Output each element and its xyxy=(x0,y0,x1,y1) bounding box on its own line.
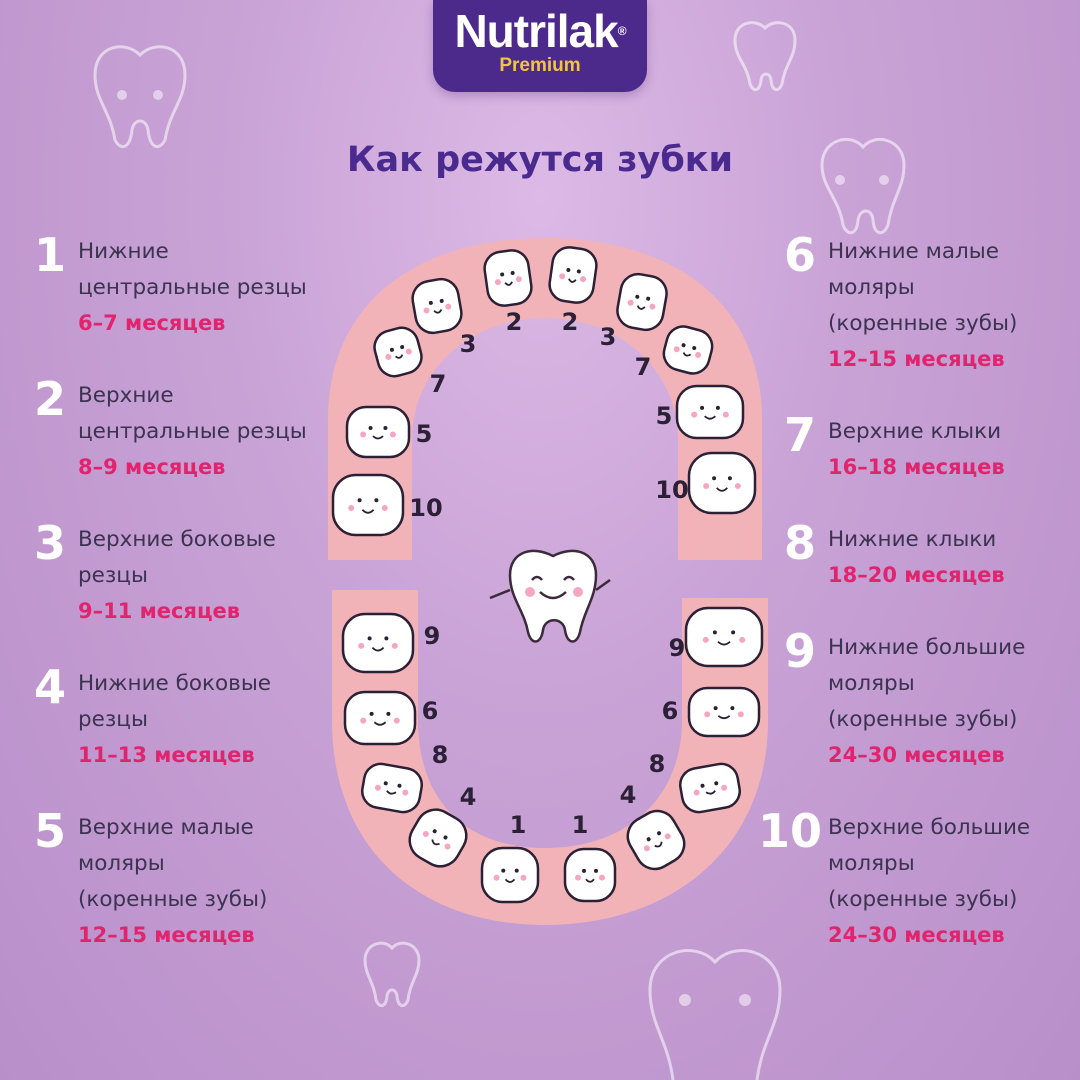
tooth-icon xyxy=(482,848,538,902)
entry-months: 6–7 месяцев xyxy=(78,311,226,335)
entry-months: 12–15 месяцев xyxy=(828,347,1005,371)
tooth-icon xyxy=(677,386,743,438)
tooth-number-label: 10 xyxy=(409,494,443,522)
tooth-number-label: 6 xyxy=(421,697,439,725)
tooth-icon xyxy=(345,692,415,744)
tooth-number-label: 3 xyxy=(599,323,617,351)
tooth-number-label: 8 xyxy=(431,741,449,769)
entry-number: 1 xyxy=(34,228,67,282)
tooth-icon xyxy=(565,849,615,901)
tooth-number-label: 7 xyxy=(634,353,652,381)
tooth-number-label: 9 xyxy=(423,622,441,650)
entry-label: Верхние большие моляры (коренные зубы) xyxy=(828,815,1031,912)
tooth-number-label: 2 xyxy=(561,308,579,336)
tooth-number-label: 8 xyxy=(648,750,666,778)
entry-label: Нижние большие моляры (коренные зубы) xyxy=(828,635,1026,732)
entry-months: 11–13 месяцев xyxy=(78,743,255,767)
entry-label: Верхние боковые резцы xyxy=(78,527,276,588)
tooth-number-label: 7 xyxy=(429,370,447,398)
tooth-icon xyxy=(686,608,762,666)
entry-number: 5 xyxy=(34,804,67,858)
entry-number: 4 xyxy=(34,660,67,714)
entry-label: Верхние клыки xyxy=(828,419,1002,444)
tooth-number-label: 2 xyxy=(505,308,523,336)
entry-label: Верхние центральные резцы xyxy=(78,383,307,444)
tooth-icon xyxy=(333,475,403,535)
tooth-number-label: 1 xyxy=(571,811,589,839)
entry-months: 24–30 месяцев xyxy=(828,923,1005,947)
tooth-number-label: 10 xyxy=(655,476,689,504)
entry-label: Нижние малые моляры (коренные зубы) xyxy=(828,239,1018,336)
entry-months: 18–20 месяцев xyxy=(828,563,1005,587)
tooth-icon xyxy=(482,248,533,308)
entry-number: 7 xyxy=(784,408,817,462)
tooth-icon xyxy=(689,688,759,736)
tooth-number-label: 1 xyxy=(509,811,527,839)
entry-months: 16–18 месяцев xyxy=(828,455,1005,479)
entry-months: 24–30 месяцев xyxy=(828,743,1005,767)
entry-number: 3 xyxy=(34,516,67,570)
tooth-number-label: 5 xyxy=(655,402,673,430)
entry-number: 9 xyxy=(784,624,817,678)
entry-months: 12–15 месяцев xyxy=(78,923,255,947)
tooth-number-label: 5 xyxy=(415,420,433,448)
smiling-tooth-icon xyxy=(490,551,610,642)
entry-number: 8 xyxy=(784,516,817,570)
tooth-icon xyxy=(347,407,409,457)
entry-months: 8–9 месяцев xyxy=(78,455,226,479)
tooth-number-label: 4 xyxy=(619,781,637,809)
entry-label: Нижние центральные резцы xyxy=(78,239,307,300)
entry-months: 9–11 месяцев xyxy=(78,599,241,623)
tooth-icon xyxy=(689,453,755,513)
entry-number: 6 xyxy=(784,228,817,282)
logo-brand-text: Nutrilak xyxy=(454,5,618,57)
entry-label: Нижние клыки xyxy=(828,527,997,552)
entry-label: Нижние боковые резцы xyxy=(78,671,272,732)
logo-sub-text: Premium xyxy=(499,55,581,76)
tooth-number-label: 3 xyxy=(459,330,477,358)
page-title: Как режутся зубки xyxy=(346,140,734,180)
tooth-icon xyxy=(343,614,413,672)
tooth-number-label: 4 xyxy=(459,783,477,811)
logo-registered-mark: ® xyxy=(617,24,626,38)
tooth-icon xyxy=(547,245,598,305)
tooth-number-label: 6 xyxy=(661,697,679,725)
entry-number: 10 xyxy=(758,804,823,858)
tooth-number-label: 9 xyxy=(668,634,686,662)
entry-label: Верхние малые моляры (коренные зубы) xyxy=(78,815,268,912)
entry-number: 2 xyxy=(34,372,67,426)
